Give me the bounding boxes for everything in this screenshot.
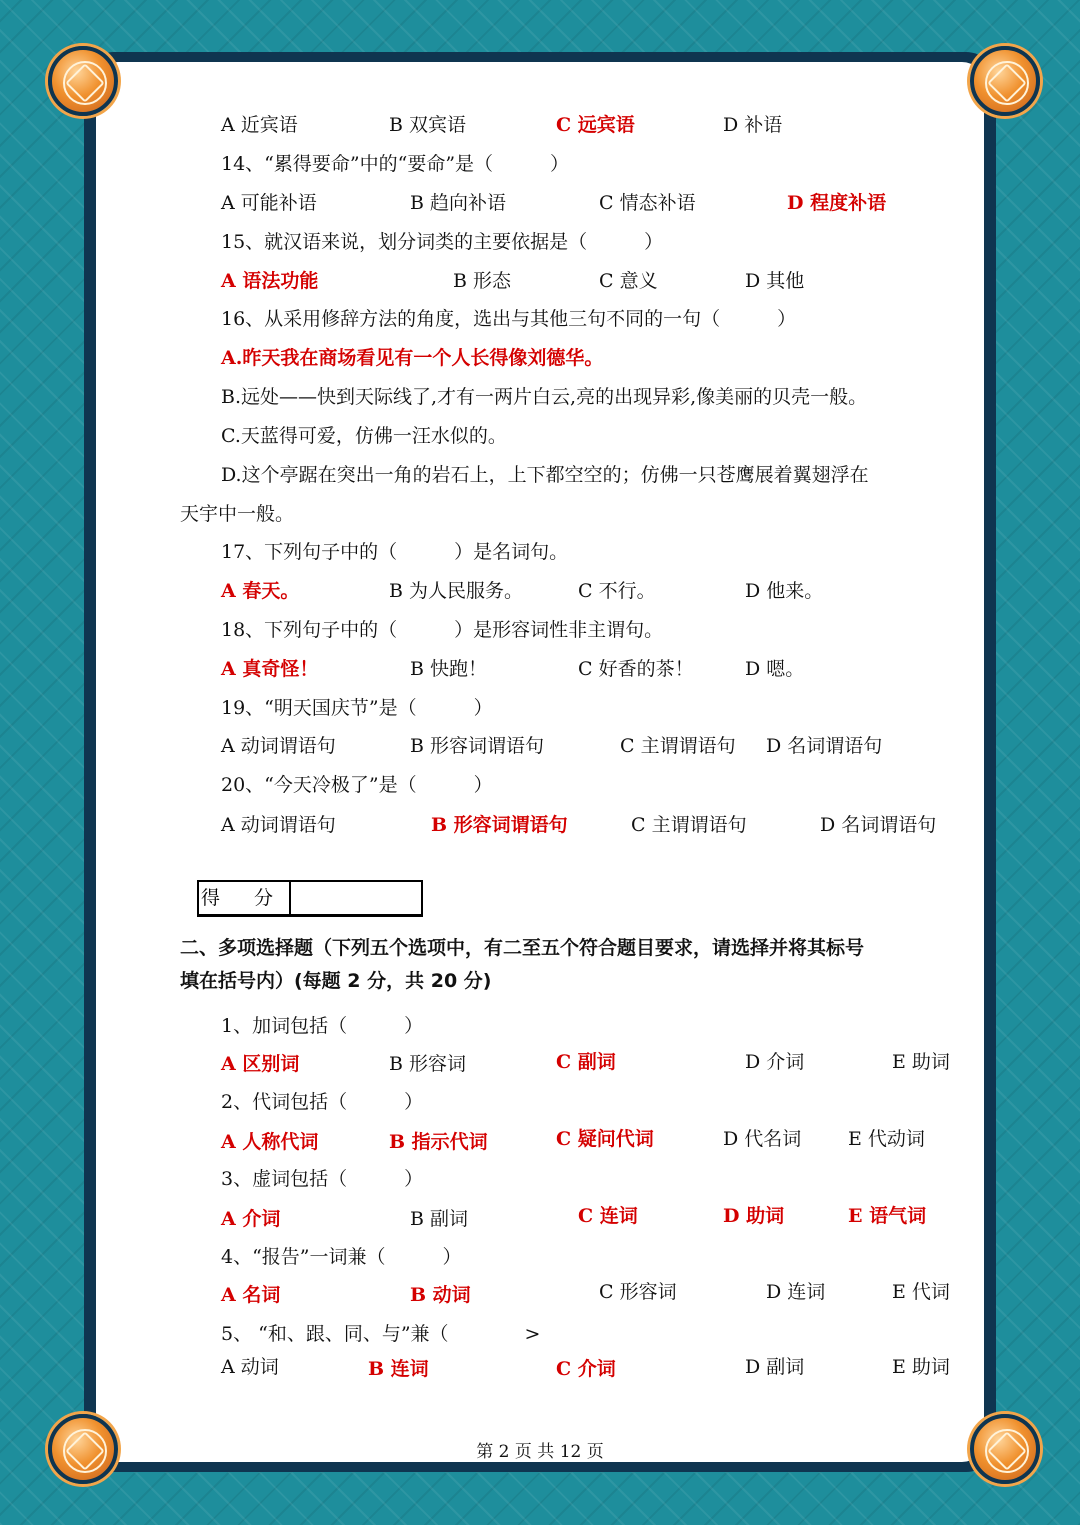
q16-option-a-answer: A.昨天我在商场看见有一个人长得像刘德华。 [221, 347, 604, 369]
score-box [197, 880, 423, 917]
q19-option-d: D 名词谓语句 [766, 735, 883, 757]
q13-option-c-answer: C 远宾语 [556, 114, 635, 136]
m4-stem: 4、“报告”一词兼（ ） [221, 1246, 462, 1268]
q13-option-b: B 双宾语 [389, 114, 467, 136]
q16-option-b: B.远处——快到天际线了,才有一两片白云,亮的出现异彩,像美丽的贝壳一般。 [221, 386, 868, 408]
m4-option-e: E 代词 [892, 1281, 950, 1303]
m2-stem: 2、代词包括（ ） [221, 1091, 424, 1113]
m3-option-b: B 副词 [410, 1208, 469, 1230]
m4-option-a-answer: A 名词 [221, 1284, 281, 1306]
q14-option-d-answer: D 程度补语 [787, 192, 887, 214]
page-number-footer: 第 2 页 共 12 页 [476, 1442, 604, 1462]
m2-option-a-answer: A 人称代词 [221, 1131, 319, 1153]
q18-option-b: B 快跑！ [410, 658, 488, 680]
m4-option-b-answer: B 动词 [410, 1284, 471, 1306]
q20-stem: 20、“今天冷极了”是（ ） [221, 774, 493, 796]
m1-option-e: E 助词 [892, 1051, 950, 1073]
q17-option-b: B 为人民服务。 [389, 580, 524, 602]
q18-option-a-answer: A 真奇怪！ [221, 658, 319, 680]
q20-option-a: A 动词谓语句 [221, 814, 336, 836]
m2-option-c-answer: C 疑问代词 [556, 1128, 654, 1150]
q15-stem: 15、就汉语来说，划分词类的主要依据是（ ） [221, 231, 664, 253]
m5-stem: 5、 “和、跟、同、与”兼（ > [221, 1323, 541, 1345]
q13-option-a: A 近宾语 [221, 114, 298, 136]
q19-option-c: C 主谓谓语句 [620, 735, 736, 757]
section-2-heading-line1: 二、多项选择题（下列五个选项中，有二至五个符合题目要求，请选择并将其标号 [180, 937, 865, 959]
m1-stem: 1、加词包括（ ） [221, 1015, 424, 1037]
q16-option-d: D.这个亭踞在突出一角的岩石上，上下都空空的；仿佛一只苍鹰展着翼翅浮在 [221, 464, 869, 486]
q19-option-a: A 动词谓语句 [221, 735, 336, 757]
m5-option-b-answer: B 连词 [368, 1358, 429, 1380]
q15-option-a-answer: A 语法功能 [221, 270, 319, 292]
m4-option-d: D 连词 [766, 1281, 826, 1303]
m1-option-a-answer: A 区别词 [221, 1053, 300, 1075]
m5-option-e: E 助词 [892, 1356, 950, 1378]
q20-option-b-answer: B 形容词谓语句 [431, 814, 568, 836]
m1-option-d: D 介词 [745, 1051, 805, 1073]
q15-option-d: D 其他 [745, 270, 805, 292]
corner-medallion-icon [970, 46, 1040, 116]
corner-medallion-icon [48, 46, 118, 116]
m3-stem: 3、虚词包括（ ） [221, 1168, 424, 1190]
score-label: 得 分 [199, 882, 291, 914]
m2-option-d: D 代名词 [723, 1128, 802, 1150]
m1-option-c-answer: C 副词 [556, 1051, 616, 1073]
m3-option-e-answer: E 语气词 [848, 1205, 927, 1227]
m5-option-a: A 动词 [221, 1356, 279, 1378]
q17-option-a-answer: A 春天。 [221, 580, 300, 602]
q16-option-d-continued: 天宇中一般。 [180, 503, 295, 525]
q14-stem: 14、“累得要命”中的“要命”是（ ） [221, 153, 570, 175]
m1-option-b: B 形容词 [389, 1053, 467, 1075]
q19-option-b: B 形容词谓语句 [410, 735, 545, 757]
q14-option-b: B 趋向补语 [410, 192, 507, 214]
q15-option-c: C 意义 [599, 270, 658, 292]
q17-option-c: C 不行。 [578, 580, 656, 602]
q17-option-d: D 他来。 [745, 580, 824, 602]
section-2-heading-line2: 填在括号内）(每题 2 分，共 20 分) [180, 970, 492, 992]
q18-option-c: C 好香的茶！ [578, 658, 694, 680]
m5-option-d: D 副词 [745, 1356, 805, 1378]
q13-option-d: D 补语 [723, 114, 783, 136]
q16-stem: 16、从采用修辞方法的角度，选出与其他三句不同的一句（ ） [221, 308, 797, 330]
q20-option-d: D 名词谓语句 [820, 814, 937, 836]
m3-option-d-answer: D 助词 [723, 1205, 785, 1227]
q18-stem: 18、下列句子中的（ ）是形容词性非主谓句。 [221, 619, 664, 641]
m5-option-c-answer: C 介词 [556, 1358, 616, 1380]
score-value-field[interactable] [291, 882, 421, 914]
q17-stem: 17、下列句子中的（ ）是名词句。 [221, 541, 569, 563]
q19-stem: 19、“明天国庆节”是（ ） [221, 697, 493, 719]
q20-option-c: C 主谓谓语句 [631, 814, 747, 836]
m3-option-c-answer: C 连词 [578, 1205, 638, 1227]
q18-option-d: D 嗯。 [745, 658, 805, 680]
m2-option-b-answer: B 指示代词 [389, 1131, 488, 1153]
q14-option-c: C 情态补语 [599, 192, 696, 214]
m4-option-c: C 形容词 [599, 1281, 677, 1303]
q16-option-c: C.天蓝得可爱，仿佛一汪水似的。 [221, 425, 507, 447]
m2-option-e: E 代动词 [848, 1128, 925, 1150]
q14-option-a: A 可能补语 [221, 192, 317, 214]
m3-option-a-answer: A 介词 [221, 1208, 281, 1230]
q15-option-b: B 形态 [453, 270, 512, 292]
